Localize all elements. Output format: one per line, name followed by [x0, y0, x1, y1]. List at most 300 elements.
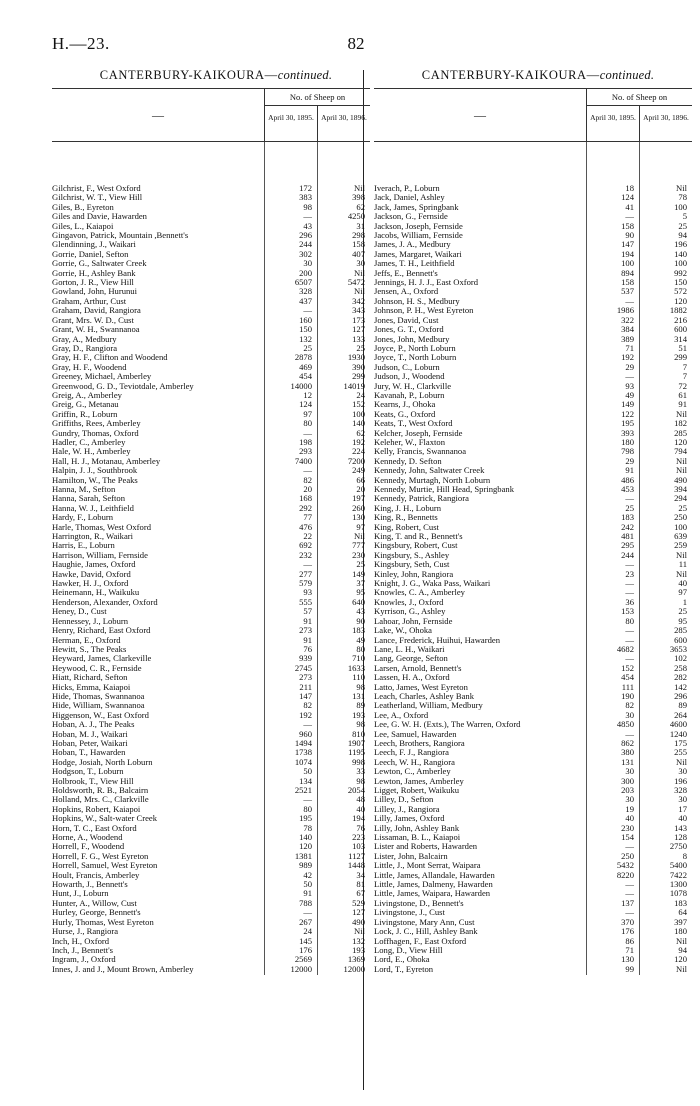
table-row	[374, 532, 692, 541]
table-row	[374, 607, 692, 616]
owner-name: Jury, W. H., Clarkville	[374, 381, 452, 391]
page-number: 82	[347, 34, 365, 53]
table-row	[374, 861, 692, 870]
sheep-1895: —	[625, 371, 634, 382]
sheep-1895: 80	[625, 615, 634, 626]
sheep-1895: 80	[303, 803, 312, 814]
owner-name: Hawke, David, Oxford	[52, 569, 131, 579]
table-row	[52, 805, 370, 814]
table-row	[52, 560, 370, 569]
table-row	[374, 410, 692, 419]
owner-name: Inch, J., Bennett's	[52, 945, 113, 955]
sheep-1896: 143	[674, 822, 687, 833]
sheep-1895: 453	[621, 484, 634, 494]
table-row	[52, 335, 370, 344]
sheep-1895: 370	[621, 916, 634, 927]
sheep-1896: 140	[674, 248, 687, 259]
table-row	[52, 363, 370, 372]
sheep-1895: 476	[299, 521, 312, 532]
sheep-1896: 1930	[347, 352, 365, 363]
table-row	[374, 551, 692, 560]
sheep-1895: 122	[621, 408, 634, 419]
sheep-1895: 989	[299, 860, 312, 871]
table-row	[52, 833, 370, 842]
sheep-1896: 249	[352, 465, 365, 476]
sheep-1895: 244	[621, 549, 634, 560]
owner-name: Gingavon, Patrick, Mountain ,Bennett's	[52, 231, 189, 241]
value-column-rule	[639, 142, 640, 975]
sheep-1895: 2521	[294, 785, 312, 795]
owner-name: King, R., Bennetts	[374, 513, 438, 523]
sheep-1895: 49	[625, 389, 634, 400]
sheep-1895: 232	[299, 549, 312, 560]
owner-name: Haughie, James, Oxford	[52, 560, 136, 570]
table-row	[52, 541, 370, 550]
sheep-1896: 12000	[343, 963, 365, 974]
table-row	[52, 842, 370, 851]
owner-name: Lilly, James, Oxford	[374, 814, 445, 824]
owner-name: Lahoar, John, Fernside	[374, 616, 453, 626]
table-row	[52, 777, 370, 786]
sheep-1896: 1078	[669, 888, 687, 899]
owner-name: Gilchrist, F., West Oxford	[52, 184, 141, 193]
owner-name: Horrell, F., Woodend	[52, 842, 125, 852]
table-row	[374, 297, 692, 306]
sheep-1895: 203	[621, 785, 634, 795]
owner-name: Knowles, J., Oxford	[374, 597, 444, 607]
owner-name: James, T. H., Leithfield	[374, 259, 455, 269]
table-row	[52, 429, 370, 438]
table-row	[52, 937, 370, 946]
owner-name: Harrison, William, Fernside	[52, 550, 148, 560]
table-row	[374, 777, 692, 786]
sheep-1896: 258	[674, 662, 687, 673]
owner-name: Innes, J. and J., Mount Brown, Amberley	[52, 964, 194, 974]
table-row	[374, 880, 692, 889]
table-row	[374, 617, 692, 626]
table-row	[52, 570, 370, 579]
sheep-1896: 192	[352, 436, 365, 447]
table-row	[52, 447, 370, 456]
table-row	[52, 325, 370, 334]
table-row	[52, 250, 370, 259]
sheep-1895: 12	[303, 389, 312, 400]
table-row	[374, 899, 692, 908]
sheep-1896: 31	[356, 220, 365, 231]
sheep-1896: Nil	[354, 286, 365, 297]
sheep-1896: 149	[352, 568, 365, 579]
table-row	[374, 513, 692, 522]
sheep-1896: 490	[674, 474, 687, 485]
sheep-1895: 1494	[294, 737, 312, 748]
sheep-1895: 93	[625, 380, 634, 391]
table-row	[374, 918, 692, 927]
table-row	[52, 306, 370, 315]
owner-name: Giles and Davie, Hawarden	[52, 212, 147, 222]
sheep-1896: 998	[352, 756, 365, 767]
sheep-1895: 384	[621, 324, 634, 335]
owner-name: Latto, James, West Eyreton	[374, 682, 468, 692]
sheep-1896: Nil	[676, 756, 687, 767]
sheep-1896: Nil	[676, 963, 687, 974]
sheep-1895: 130	[621, 954, 634, 965]
sheep-1896: 255	[674, 747, 687, 758]
sheep-1896: Nil	[354, 926, 365, 937]
owner-name: Knowles, C. A., Amberley	[374, 588, 465, 598]
sheep-1895: 91	[625, 465, 634, 476]
sheep-1896: 7	[682, 371, 687, 382]
sheep-1896: 1300	[669, 879, 687, 890]
table-row	[52, 269, 370, 278]
owner-name: Lee, Samuel, Hawarden	[374, 729, 457, 739]
sheep-1895: 20	[303, 484, 312, 494]
sheep-1895: 42	[303, 869, 312, 880]
sheep-1896: 95	[678, 615, 687, 626]
owner-name: Hoban, A. J., The Peaks	[52, 720, 135, 730]
sheep-1896: 25	[678, 606, 687, 617]
table-row	[374, 955, 692, 964]
sheep-1896: 25	[678, 220, 687, 231]
sheep-1895: 393	[621, 427, 634, 438]
sheep-1896: 3653	[669, 643, 687, 654]
owner-name: Griffiths, Rees, Amberley	[52, 419, 141, 429]
sheep-1896: 98	[356, 775, 365, 786]
sheep-1895: 300	[621, 775, 634, 786]
left-column	[52, 66, 370, 1106]
owner-name: Higgenson, W., East Oxford	[52, 710, 149, 720]
sheep-1896: 1127	[348, 850, 365, 861]
sheep-1895: 134	[299, 775, 312, 786]
owner-name: Gilchrist, W. T., View Hill	[52, 193, 143, 203]
sheep-1896: 1633	[347, 662, 365, 673]
table-row	[374, 852, 692, 861]
table-row	[52, 278, 370, 287]
owner-name: Leech, Brothers, Rangiora	[374, 738, 465, 748]
owner-name: Hawker, H. J., Oxford	[52, 579, 129, 589]
owner-name: Ingram, J., Oxford	[52, 955, 116, 965]
table-row	[52, 861, 370, 870]
owner-name: Joyce, P., North Loburn	[374, 343, 456, 353]
sheep-1896: 91	[678, 399, 687, 410]
sheep-1895: —	[303, 719, 312, 730]
sheep-1895: 97	[303, 408, 312, 419]
table-row	[52, 692, 370, 701]
owner-name: Keats, G., Oxford	[374, 409, 436, 419]
table-row	[374, 353, 692, 362]
sheep-1896: Nil	[354, 531, 365, 542]
owner-name: Jack, Daniel, Ashley	[374, 193, 445, 203]
table-row	[374, 429, 692, 438]
owner-name: Lake, W., Ohoka	[374, 626, 432, 636]
sheep-1896: Nil	[676, 568, 687, 579]
table-row	[52, 494, 370, 503]
table-row	[52, 438, 370, 447]
owner-name: Kearns, J., Ohoka	[374, 400, 436, 410]
sheep-1896: 40	[678, 813, 687, 824]
sheep-1896: 1240	[669, 728, 687, 739]
sheep-1896: 98	[356, 681, 365, 692]
sheep-1896: 48	[356, 794, 365, 805]
name-column-header: —	[152, 108, 164, 122]
sheep-1895: 292	[299, 502, 312, 513]
table-row	[52, 748, 370, 757]
sheep-1896: 51	[678, 342, 687, 353]
owner-name: Hennessey, J., Loburn	[52, 616, 129, 626]
owner-name: Greenwood, G. D., Teviotdale, Amberley	[52, 381, 194, 391]
owner-name: Little, James, Waipara, Hawarden	[374, 889, 491, 899]
sheep-1895: 176	[621, 926, 634, 937]
sheep-1895: 78	[303, 822, 312, 833]
sheep-1895: 579	[299, 578, 312, 589]
owner-name: Giles, L., Kaiapoi	[52, 221, 114, 231]
table-row	[374, 184, 692, 193]
table-row	[374, 306, 692, 315]
sheep-1895: —	[625, 578, 634, 589]
table-row	[374, 673, 692, 682]
sheep-1896: 407	[352, 248, 365, 259]
sheep-1895: —	[303, 305, 312, 316]
table-row	[374, 494, 692, 503]
owner-name: Heywood, C. R., Fernside	[52, 663, 142, 673]
table-row	[52, 391, 370, 400]
owner-name: Kinley, John, Rangiora	[374, 569, 454, 579]
sheep-1896: Nil	[676, 935, 687, 946]
table-row	[374, 748, 692, 757]
sheep-1895: —	[303, 211, 312, 222]
sheep-1895: 29	[625, 361, 634, 372]
owner-name: Johnson, P. H., West Eyreton	[374, 306, 474, 316]
sheep-1896: 299	[352, 371, 365, 382]
owner-name: Heinemann, H., Waikuku	[52, 588, 140, 598]
sheep-1896: 182	[674, 418, 687, 429]
sheep-1895: 295	[621, 540, 634, 551]
table-row	[52, 824, 370, 833]
sheep-1896: Nil	[676, 455, 687, 466]
owner-name: Horrell, Samuel, West Eyreton	[52, 861, 158, 871]
sheep-1895: 111	[621, 681, 634, 692]
table-row	[52, 485, 370, 494]
sheep-1896: 128	[674, 832, 687, 843]
sheep-1896: 94	[678, 944, 687, 955]
sheep-1896: 196	[674, 775, 687, 786]
sheep-1896: 175	[674, 737, 687, 748]
sheep-1895: 82	[303, 474, 312, 485]
owner-name: Hale, W. H., Amberley	[52, 447, 131, 457]
sheep-1896: 132	[352, 935, 365, 946]
sheep-1895: 1986	[616, 305, 634, 316]
sheep-1895: 537	[621, 286, 634, 297]
table-row	[374, 937, 692, 946]
sheep-1895: 195	[621, 418, 634, 429]
sheep-1896: 131	[352, 690, 365, 701]
table-row	[52, 203, 370, 212]
sheep-1896: 490	[352, 916, 365, 927]
sheep-1896: 394	[674, 484, 687, 494]
sheep-1895: 93	[303, 587, 312, 598]
owner-name: Hamilton, W., The Peaks	[52, 475, 138, 485]
owner-name: Hurley, George, Bennett's	[52, 908, 141, 918]
sheep-1895: 380	[621, 747, 634, 758]
owner-name: Graham, Arthur, Cust	[52, 296, 127, 306]
owner-name: Holland, Mrs. C., Clarkville	[52, 795, 149, 805]
table-row	[52, 504, 370, 513]
table-row	[52, 795, 370, 804]
table-row	[374, 683, 692, 692]
sheep-1895: 57	[303, 606, 312, 617]
table-row	[374, 711, 692, 720]
sheep-1895: —	[625, 653, 634, 664]
sheep-1895: —	[625, 625, 634, 636]
owner-name: Iverach, P., Loburn	[374, 184, 440, 193]
owner-name: Lord, T., Eyreton	[374, 964, 434, 974]
owner-name: Horne, A., Woodend	[52, 833, 123, 843]
owner-name: Little, James, Dalmeny, Hawarden	[374, 880, 493, 890]
sheep-1896: 294	[674, 493, 687, 504]
owner-name: Kingsbury, Robert, Cust	[374, 541, 458, 551]
owner-name: Hoban, M. J., Waikari	[52, 729, 128, 739]
owner-name: Kennedy, Murtie, Hill Head, Springbank	[374, 485, 515, 494]
sheep-1896: 97	[356, 521, 365, 532]
table-row	[52, 400, 370, 409]
sheep-1896: Nil	[676, 183, 687, 193]
sheep-1895: 939	[299, 653, 312, 664]
sheep-1895: 149	[621, 399, 634, 410]
sheep-1896: 5472	[347, 277, 365, 288]
sheep-1896: 120	[674, 295, 687, 306]
sheep-1895: —	[625, 907, 634, 918]
owner-name: Kelcher, Joseph, Fernside	[374, 428, 463, 438]
col-1896-header: April 30, 1896.	[639, 105, 692, 141]
sheep-1896: 61	[678, 389, 687, 400]
sheep-1895: 25	[303, 342, 312, 353]
owner-name: Hunter, A., Willow, Cust	[52, 898, 137, 908]
owner-name: Jennings, H. J. J., East Oxford	[374, 278, 479, 288]
left-table-body	[52, 184, 370, 974]
sheep-1896: 30	[678, 766, 687, 777]
sheep-1896: 639	[674, 531, 687, 542]
sheep-1895: 692	[299, 540, 312, 551]
sheep-1896: 180	[674, 926, 687, 937]
sheep-1896: 529	[352, 897, 365, 908]
sheep-1895: 296	[299, 230, 312, 241]
owner-name: Horn, T. C., East Oxford	[52, 823, 137, 833]
sheep-1895: 5432	[616, 860, 634, 871]
sheep-1896: 5400	[669, 860, 687, 871]
sheep-1896: 1882	[669, 305, 687, 316]
sheep-1895: 389	[621, 333, 634, 344]
owner-name: Lilly, John, Ashley Bank	[374, 823, 460, 833]
table-row	[52, 353, 370, 362]
sheep-1895: 1738	[294, 747, 312, 758]
owner-name: Grant, Mrs. W. D., Cust	[52, 315, 134, 325]
owner-name: Hurse, J., Rangiora	[52, 927, 119, 937]
sheep-1895: 198	[299, 436, 312, 447]
table-row	[52, 664, 370, 673]
sheep-1896: 4600	[669, 719, 687, 730]
owner-name: Glendinning, J., Waikari	[52, 240, 136, 250]
sheep-1895: 91	[303, 888, 312, 899]
owner-name: Lance, Frederick, Huihui, Hawarden	[374, 635, 500, 645]
sheep-1895: 1074	[294, 756, 312, 767]
sheep-1895: 152	[621, 662, 634, 673]
table-row	[52, 240, 370, 249]
table-row	[52, 382, 370, 391]
sheep-1895: 437	[299, 295, 312, 306]
table-row	[52, 899, 370, 908]
owner-name: Johnson, H. S., Medbury	[374, 296, 460, 306]
owner-name: Gorton, J. R., View Hill	[52, 278, 134, 288]
sheep-1896: 152	[352, 399, 365, 410]
owner-name: Gorrie, H., Ashley Bank	[52, 268, 136, 278]
sheep-1895: 24	[303, 926, 312, 937]
owner-name: Leech, F. J., Rangiora	[374, 748, 449, 758]
owner-name: Greeney, Michael, Amberley	[52, 372, 152, 382]
table-row	[374, 598, 692, 607]
sheep-1896: Nil	[676, 408, 687, 419]
sheep-1896: 328	[674, 785, 687, 795]
sheep-1896: 810	[352, 728, 365, 739]
owner-name: Hide, Thomas, Swannanoa	[52, 691, 145, 701]
table-row	[52, 786, 370, 795]
owner-name: Kennedy, D. Sefton	[374, 456, 442, 466]
table-row	[374, 805, 692, 814]
sheep-1895: 960	[299, 728, 312, 739]
owner-name: King, T. and R., Bennett's	[374, 532, 463, 542]
col-1895-header: April 30, 1895.	[586, 105, 639, 141]
table-row	[52, 607, 370, 616]
sheep-1895: —	[303, 794, 312, 805]
sheep-1896: 80	[356, 643, 365, 654]
sheep-1895: 172	[299, 183, 312, 193]
name-column-header: —	[474, 108, 486, 122]
sheep-1895: 481	[621, 531, 634, 542]
table-row	[374, 400, 692, 409]
owner-name: Leech, W. H., Rangiora	[374, 757, 455, 767]
table-row	[374, 842, 692, 851]
table-row	[374, 485, 692, 494]
sheep-1895: 230	[621, 822, 634, 833]
sheep-1895: 137	[621, 897, 634, 908]
owner-name: Little, James, Allandale, Hawarden	[374, 870, 495, 880]
table-row	[374, 372, 692, 381]
owner-name: Holdsworth, R. B., Balcairn	[52, 786, 149, 795]
sheep-1896: 264	[674, 709, 687, 720]
sheep-1895: 176	[299, 944, 312, 955]
table-row	[374, 570, 692, 579]
owner-name: Heyward, James, Clarkeville	[52, 654, 152, 664]
table-row	[374, 325, 692, 334]
sheep-1896: 40	[356, 803, 365, 814]
sheep-1895: 8220	[616, 869, 634, 880]
sheep-1896: 299	[674, 352, 687, 363]
sheep-1896: 120	[674, 954, 687, 965]
sheep-1896: 140	[352, 418, 365, 429]
right-title: CANTERBURY-KAIKOURA—continued.	[421, 68, 655, 82]
owner-name: Henry, Richard, East Oxford	[52, 626, 151, 636]
sheep-1896: 285	[674, 427, 687, 438]
sheep-1896: 777	[352, 540, 365, 551]
owner-name: Howarth, J., Bennett's	[52, 880, 128, 890]
sheep-1896: 193	[352, 709, 365, 720]
sheep-1895: 30	[625, 766, 634, 777]
sheep-1896: 62	[356, 427, 365, 438]
owner-name: Livingstone, Mary Ann, Cust	[374, 917, 475, 927]
owner-name: Jensen, A., Oxford	[374, 287, 439, 297]
owner-name: Jackson, G., Fernside	[374, 212, 448, 222]
owner-name: Lilley, D., Sefton	[374, 795, 434, 805]
value-column-rule	[317, 142, 318, 975]
table-row	[374, 203, 692, 212]
